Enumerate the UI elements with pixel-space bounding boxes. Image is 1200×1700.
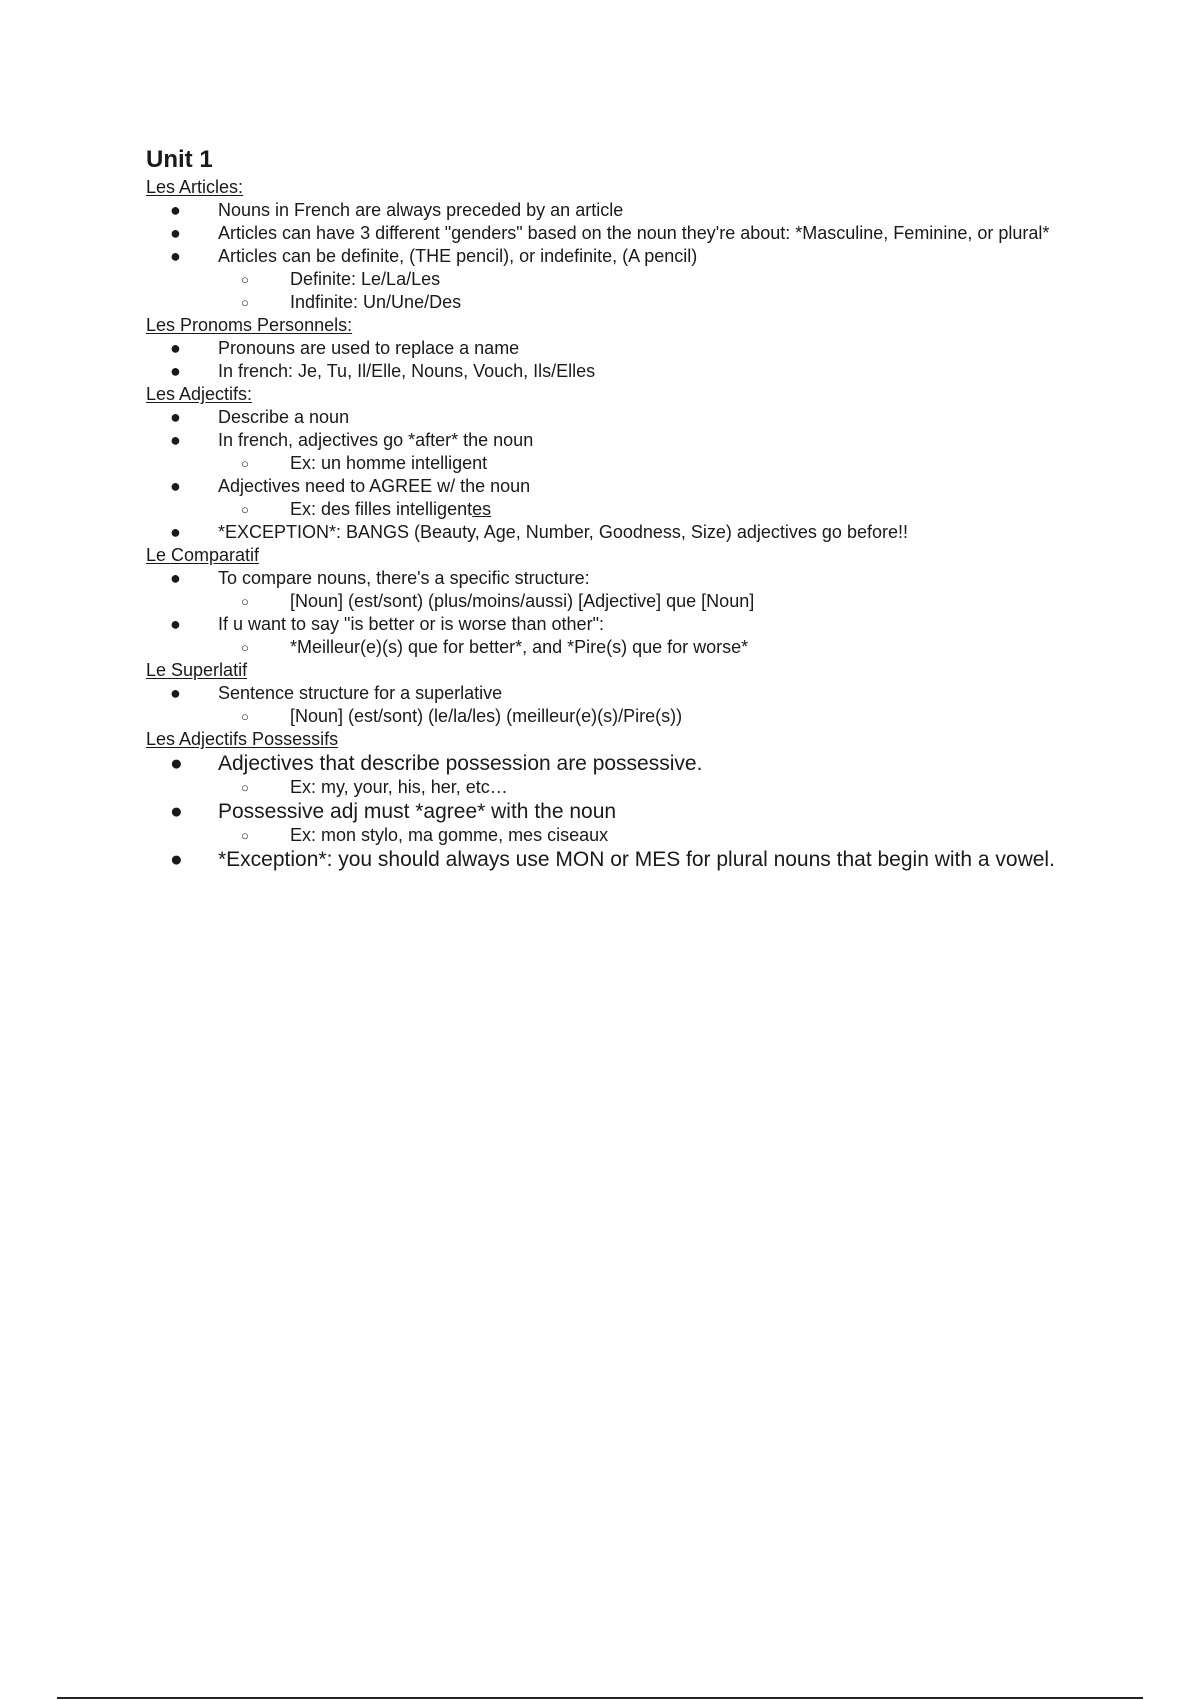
list-item: ● *EXCEPTION*: BANGS (Beauty, Age, Number, Goodness, Size) adjectives go before!! (170, 522, 908, 542)
hollow-bullet-icon: ○ (241, 502, 249, 517)
sub-list-item: ○ Ex: des filles intelligentes (241, 499, 492, 519)
bullet-icon: ● (170, 407, 181, 427)
list-item: ● In french, adjectives go *after* the noun (170, 430, 534, 450)
list-item: ● Sentence structure for a superlative (170, 683, 503, 703)
bullet-icon: ● (170, 522, 181, 542)
pronoms-list (146, 337, 1106, 383)
bullet-icon: ● (170, 200, 181, 220)
bullet-icon: ● (170, 614, 181, 634)
section-heading-possessifs: Les Adjectifs Possessifs (146, 729, 339, 749)
list-item: ● Pronouns are used to replace a name (170, 338, 520, 358)
list-item: ● If u want to say "is better or is worse than other": (170, 614, 604, 634)
sub-list-item: ○ Ex: un homme intelligent (241, 453, 488, 473)
sub-list-item: ○ [Noun] (est/sont) (le/la/les) (meilleur(e)(s)/Pire(s)) (241, 706, 683, 726)
section-heading-comparatif: Le Comparatif (146, 545, 260, 565)
bullet-icon: ● (170, 430, 181, 450)
hollow-bullet-icon: ○ (241, 709, 249, 724)
hollow-bullet-icon: ○ (241, 456, 249, 471)
bullet-icon: ● (170, 476, 181, 496)
superlatif-list (146, 682, 1106, 728)
bullet-icon: ● (170, 338, 181, 358)
bullet-icon: ● (170, 246, 181, 266)
hollow-bullet-icon: ○ (241, 295, 249, 310)
underlined-suffix: es (472, 499, 492, 519)
bullet-icon: ● (170, 848, 183, 871)
page-bottom-rule (57, 1697, 1143, 1699)
list-item: ● Adjectives that describe possession are possessive. (170, 752, 703, 775)
list-item: ● Articles can be definite, (THE pencil), or indefinite, (A pencil) (170, 246, 698, 266)
hollow-bullet-icon: ○ (241, 594, 249, 609)
page-title: Unit 1 (146, 146, 213, 173)
list-item: ● *Exception*: you should always use MON or MES for plural nouns that begin with a vowel. (170, 848, 1055, 871)
possessifs-list (146, 751, 1106, 872)
list-item: ● Articles can have 3 different "genders" based on the noun they're about: *Masculine, Feminine, or plural* (170, 223, 1050, 243)
comparatif-list (146, 567, 1106, 659)
list-item: ● To compare nouns, there's a specific structure: (170, 568, 590, 588)
list-item: ● Adjectives need to AGREE w/ the noun (170, 476, 531, 496)
section-heading-superlatif: Le Superlatif (146, 660, 248, 680)
sub-list-item: ○ Ex: mon stylo, ma gomme, mes ciseaux (241, 825, 609, 845)
sub-list-item: ○ *Meilleur(e)(s) que for better*, and *Pire(s) que for worse* (241, 637, 749, 657)
list-item: ● Possessive adj must *agree* with the noun (170, 800, 617, 823)
adjectifs-list (146, 406, 1106, 544)
list-item: ● Nouns in French are always preceded by an article (170, 200, 624, 220)
list-item: ● Describe a noun (170, 407, 350, 427)
hollow-bullet-icon: ○ (241, 780, 249, 795)
bullet-icon: ● (170, 800, 183, 823)
sub-list-item: ○ [Noun] (est/sont) (plus/moins/aussi) [Adjective] que [Noun] (241, 591, 755, 611)
list-item: ● In french: Je, Tu, Il/Elle, Nouns, Vouch, Ils/Elles (170, 361, 596, 381)
document-body (146, 145, 1106, 872)
sub-list-item: ○ Ex: my, your, his, her, etc… (241, 777, 508, 797)
bullet-icon: ● (170, 223, 181, 243)
bullet-icon: ● (170, 568, 181, 588)
articles-list (146, 199, 1106, 314)
hollow-bullet-icon: ○ (241, 272, 249, 287)
section-heading-articles: Les Articles: (146, 177, 244, 197)
section-heading-pronoms: Les Pronoms Personnels: (146, 315, 353, 335)
bullet-icon: ● (170, 361, 181, 381)
sub-list-item: ○ Indfinite: Un/Une/Des (241, 292, 462, 312)
bullet-icon: ● (170, 752, 183, 775)
section-heading-adjectifs: Les Adjectifs: (146, 384, 253, 404)
bullet-icon: ● (170, 683, 181, 703)
hollow-bullet-icon: ○ (241, 828, 249, 843)
sub-list-item: ○ Definite: Le/La/Les (241, 269, 441, 289)
hollow-bullet-icon: ○ (241, 640, 249, 655)
